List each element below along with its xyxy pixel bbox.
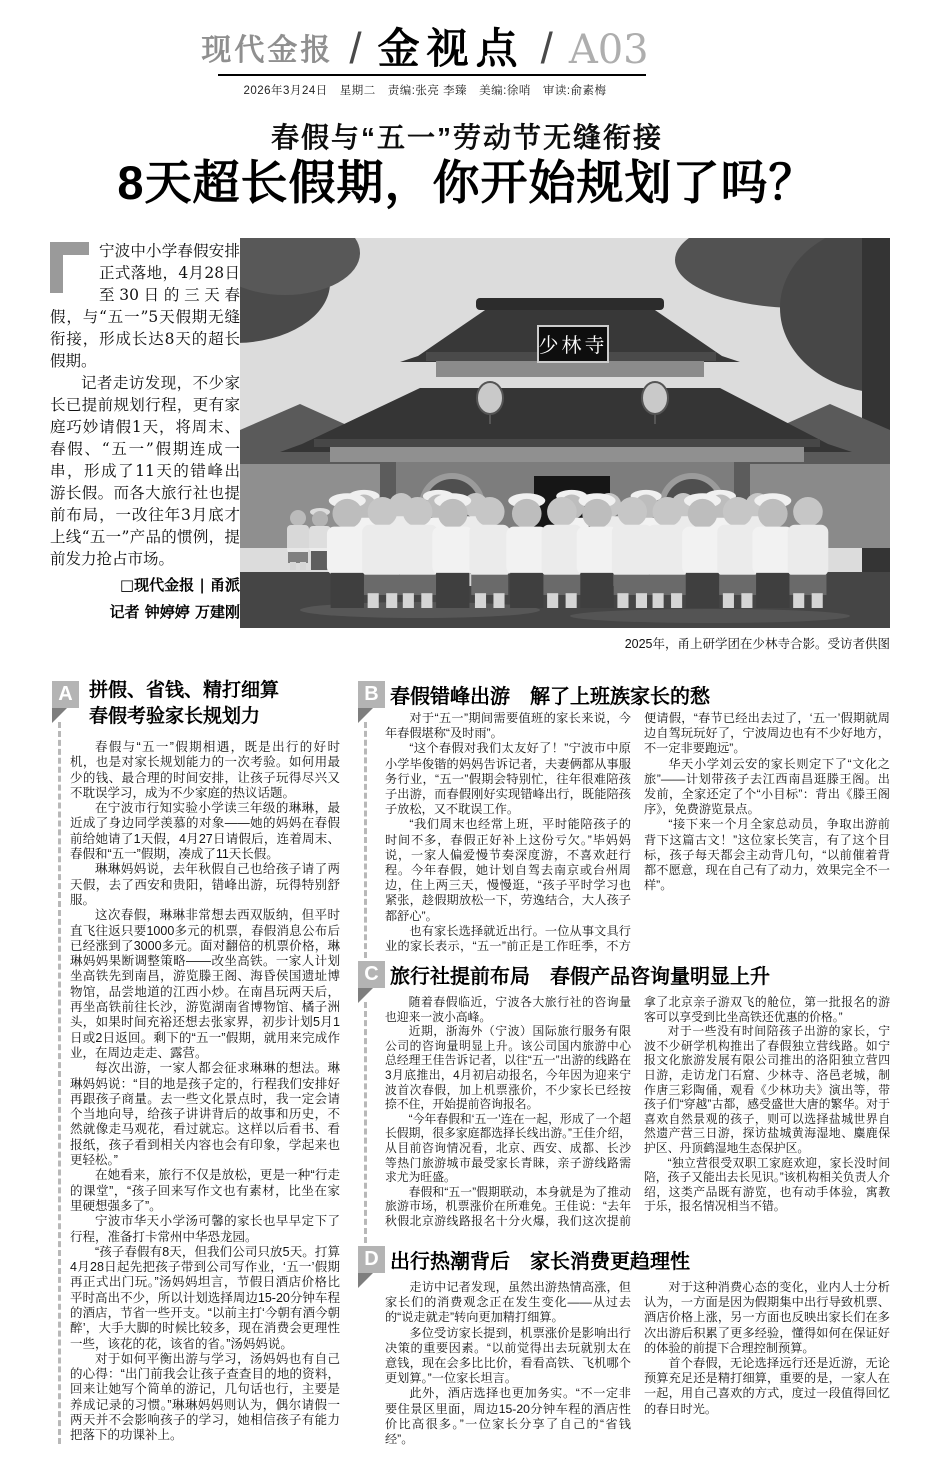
paragraph: 多位受访家长提到，机票涨价是影响出行决策的重要因素。“以前觉得出去玩就别太在意钱，现在会多比比价，看看高铁、飞机哪个更划算。”一位家长坦言。 [385,1325,631,1386]
paragraph: 宁波市华天小学汤可馨的家长也早早定下了行程，准备打卡常州中华恐龙园。 [70,1214,340,1244]
paragraph: 首个春假，无论选择远行还是近游，无论预算充足还是精打细算，重要的是，一家人在一起，用自己喜欢的方式，度过一段值得回忆的春日时光。 [644,1356,890,1416]
photo-illustration [240,238,890,628]
section-a-body [70,740,340,1464]
paragraph: 此外，酒店选择也更加务实。“不一定非要住景区里面，周边15-20分钟车程的酒店性价比高很多。”一位家长分享了自己的“省钱经”。 [385,1386,631,1447]
paragraph: 宁波中小学春假安排正式落地，4月28日至30日的三天春假，与“五一”5天假期无缝衔接，形成长达8天的超长假期。 [50,242,240,370]
paragraph: 对于这种消费心态的变化，业内人士分析认为，一方面是因为假期集中出行导致机票、酒店价格上涨，另一方面也反映出家长们在多次出游后积累了更多经验，懂得如何在保证好的体验的前提下合理控制预算。 [644,1280,890,1355]
marker-triangle [358,708,373,723]
paragraph: 春假与“五一”假期相遇，既是出行的好时机，也是对家长规划能力的一次考验。如何用最少的钱、最合理的时间安排，让孩子玩得尽兴又不耽误学习，成为不少家庭的热议话题。 [70,740,340,800]
header-rule [218,74,646,76]
plaque-text: 少林寺 [538,335,608,357]
section-marker-b: B [358,681,385,708]
paragraph: “接下来一个月全家总动员，争取出游前背下这篇古文！”这位家长笑言，有了这个目标，孩子每天都会主动背几句，“以前催着背都不愿意，现在自己有了动力，效果完全不一样”。 [644,817,890,893]
paragraph: “独立营很受双职工家庭欢迎，家长没时间陪，孩子又能出去长见识。”该机构相关负责人介绍，这类产品既有游览，也有动手体验，寓教于乐，报名情况相当不错。 [644,1155,890,1214]
paragraph: “我们周末也经常上班，平时能陪孩子的时间不多，春假正好补上这份亏欠。”毕妈妈说，一家人偏爱慢节奏深度游，不喜欢赶行程。今年春假，她计划自驾去南京或台州周边，住上两三天，慢慢逛，“孩子平时学习也紧张，趁假期放松一下，劳逸结合，大人孩子都舒心”。 [385,817,631,923]
photo-caption: 2025年，甬上研学团在少林寺合影。受访者供图 [624,637,890,651]
paragraph: 这次春假，琳琳非常想去西双版纳，但平时直飞往返只要1000多元的机票，春假消息公布后已经涨到了3000多元。面对翻倍的机票价格，琳琳妈妈果断调整策略——改坐高铁。一家人计划坐高铁先到南昌，游览滕王阁、海昏侯国遗址博物馆，品尝地道的江西小炒。在南昌玩两天后，再坐高铁前往长沙，游览湖南省博物馆、橘子洲头，如果时间充裕还想去张家界，初步计划5月1日或2日返回。剩下的“五一”假期，就用来完成作业，在周边走走、露营。 [70,908,340,1060]
section-b-title: 春假错峰出游 解了上班族家长的愁 [390,686,710,708]
paragraph: 春假和“五一”假期联动，本身就是为了推动旅游市场，机票涨价在所难免。王佳说：“去年秋假北京游线路报名十分火爆，我们这次提前拿了北京亲子游双飞的舱位，第一批报名的游客可以享受到比坐高铁还优惠的价格。” [385,995,890,1228]
marker-triangle [358,988,373,1003]
shaolin-temple-photo [240,238,890,628]
paragraph: 随着春假临近，宁波各大旅行社的咨询量也迎来一波小高峰。 [385,995,631,1024]
paragraph: 记者走访发现，不少家长已提前规划行程，更有家庭巧妙请假1天，将周末、春假、“五一”假期连成一串，形成了11天的错峰出游长假。而各大旅行社也提前布局，一改往年3月底才上线“五一”产品的惯例，提前发力抢占市场。 [50,374,240,568]
byline-reporters: 记者 钟婷婷 万建刚 [109,603,240,621]
dashed-rule-c [364,1002,367,1243]
byline-source: □现代金报 | 甬派 [119,576,240,594]
dashed-rule-a [58,722,61,1444]
headline-kicker: 春假与“五一”劳动节无缝衔接 [270,122,663,153]
intro-column [50,240,240,624]
headline-title: 8天超长假期，你开始规划了吗？ [117,156,817,209]
paragraph: 对于一些没有时间陪孩子出游的家长，宁波不少研学机构推出了春假独立营线路。如宁报文化旅游发展有限公司推出的洛阳独立营四日游，走访龙门石窟、少林寺、洛邑老城，制作唐三彩陶俑，观看《少林功夫》演出等，带孩子们“穿越”古都，感受盛世大唐的繁华。对于喜欢自然景观的孩子，则可以选择盐城世界自然遗产营三日游，探访盐城黄海湿地、麋鹿保护区、丹顶鹤湿地生态保护区。 [644,1024,890,1155]
slash-divider-icon: / [540,24,553,74]
paragraph: 也有家长选择就近出行。一位从事文具行业的家长表示，“五一”前正是工作旺季，不方便请假，“春节已经出去过了，‘五一’假期就周边自驾玩玩好了，宁波周边也有不少好地方，不一定非要跑远”。 [385,711,890,954]
section-c-title: 旅行社提前布局 春假产品咨询量明显上升 [390,966,770,988]
marker-triangle [52,708,67,723]
paragraph: 近期，浙海外（宁波）国际旅行服务有限公司的咨询量明显上升。该公司国内旅游中心总经理王佳告诉记者，以往“五一”出游的线路在3月底推出，4月初启动报名，今年因为迎来宁波首次春假，加上机票涨价，不少家长已经按捺不住，开始提前咨询报名。 [385,1024,631,1112]
section-a-title-line2: 春假考验家长规划力 [89,706,261,727]
dateline: 2026年3月24日 星期二 责编:张亮 李臻 美编:徐哨 审读:俞素梅 [243,85,607,97]
section-d-title: 出行热潮背后 家长消费更趋理性 [390,1251,690,1273]
dashed-rule-b [364,722,367,958]
slash-divider-icon: / [349,24,362,74]
masthead [185,18,665,74]
paragraph: 琳琳妈妈说，去年秋假自己也给孩子请了两天假，去了西安和贵阳，错峰出游，玩得特别舒服。 [70,862,340,907]
page-number: A03 [568,27,649,73]
paragraph: 华天小学刘云安的家长则定下了“文化之旅”——计划带孩子去江西南昌逛滕王阁。出发前，全家还定了个“小目标”：背出《滕王阁序》，免费游览景点。 [644,756,890,817]
section-a-title-line1: 拼假、省钱、精打细算 [89,680,280,701]
marker-triangle [358,1273,373,1288]
section-marker-d: D [358,1246,385,1273]
paragraph: “这个春假对我们太友好了！”宁波市中原小学毕俊锴的妈妈告诉记者，夫妻俩都从事服务行业，“五一”假期会特别忙，往年很难陪孩子出游，而春假刚好实现错峰出行，既能陪孩子放松，又不耽误工作。 [385,741,631,817]
paragraph: “今年春假和‘五一’连在一起，形成了一个超长假期，很多家庭都选择长线出游。”王佳介绍，从目前咨询情况看，北京、西安、成都、长沙等热门旅游城市最受家长青睐，亲子游线路需求尤为旺盛。 [385,1111,631,1185]
paragraph: 对于“五一”期间需要值班的家长来说，今年春假堪称“及时雨”。 [385,711,631,741]
paragraph: 在她看来，旅行不仅是放松，更是一种“行走的课堂”，“孩子回来写作文也有素材，比坐在家里硬想强多了”。 [70,1168,340,1213]
section-c-body [385,995,890,1245]
paper-name: 现代金报 [201,33,334,68]
section-d-body [385,1280,890,1476]
section-marker-c: C [358,961,385,988]
paragraph: 在宁波市行知实验小学读三年级的琳琳，最近成了身边同学羡慕的对象——她的妈妈在春假前给她请了1天假，4月27日请假后，连着周末、春假和“五一”假期，凑成了11天长假。 [70,801,340,862]
paragraph: “孩子春假有8天，但我们公司只放5天。打算4月28日起先把孩子带到公司写作业，‘五一’假期再正式出门玩。”汤妈妈坦言，节假日酒店价格比平时高出不少，所以计划选择周边15-20分钟车程的酒店，节省一些开支。“以前主打‘今朝有酒今朝醉’，大手大脚的时候比较多，现在消费会更理性一些，该花的花，该省的省。”汤妈妈说。 [70,1244,340,1351]
paragraph: 对于如何平衡出游与学习，汤妈妈也有自己的心得：“出门前我会让孩子查查目的地的资料，回来让她写个简单的游记，几句话也行，主要是养成记录的习惯。”琳琳妈妈则认为，偶尔请假一两天并不会影响孩子的学习，她相信孩子有能力把落下的功课补上。 [70,1351,340,1443]
paragraph: 走访中记者发现，虽然出游热情高涨，但家长们的消费观念正在发生变化——从过去的“说走就走”转向更加精打细算。 [385,1280,631,1325]
paragraph: 每次出游，一家人都会征求琳琳的想法。琳琳妈妈说：“目的地是孩子定的，行程我们安排好再跟孩子商量。去一些文化景点时，我一定会请个当地向导，给孩子讲讲背后的故事和历史，不然就像走马观花，看过就忘。这样以后看书、看报纸，孩子看到相关内容也会有印象，学起来也更轻松。” [70,1061,340,1168]
section-marker-a: A [52,681,79,708]
section-b-body [385,711,890,958]
section-a-title [89,678,279,730]
corner-mark [50,242,89,293]
section-name: 金视点 [377,25,525,72]
